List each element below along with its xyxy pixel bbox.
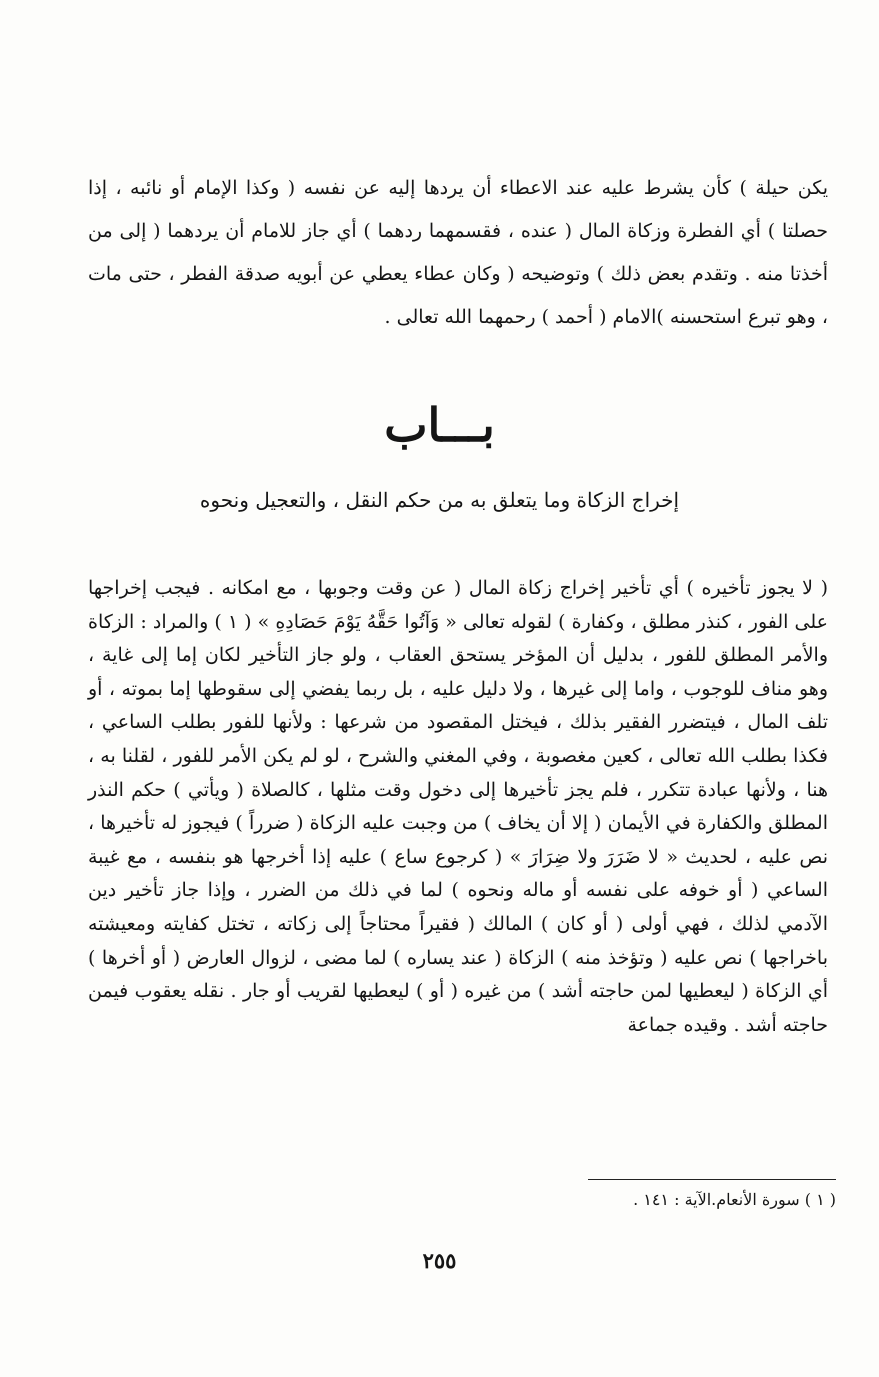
chapter-title: بـــاب <box>384 398 495 452</box>
footnote: ( ١ ) سورة الأنعام.الآية : ١٤١ . <box>633 1190 836 1209</box>
chapter-subtitle: إخراج الزكاة وما يتعلق به من حكم النقل ، والتعجيل ونحوه <box>199 488 680 512</box>
main-paragraph: ( لا يجوز تأخيره ) أي تأخير إخراج زكاة المال ( عن وقت وجوبها ، مع امكانه . فيجب إخراجها على الفور ، كنذر مطلق ، وكفارة ) لقوله تعالى « وَآتُوا حَقَّهُ يَوْمَ حَصَادِهِ » ( ١ ) والمراد : الزكاة والأمر المطلق للفور ، بدليل أن المؤخر يستحق العقاب ، ولو جاز التأخير لكان إما إلى غاية ، وهو مناف للوجوب ، واما إلى غيرها ، ولا دليل عليه ، بل ربما يفضي إلى سقوطها إما بموته ، أو تلف المال ، فيتضرر الفقير بذلك ، فيختل المقصود من شرعها : ولأنها للفور بطلب الساعي ، فكذا بطلب الله تعالى ، كعين مغصوبة ، وفي المغني والشرح ، لو لم يكن الأمر للفور ، لقلنا به ، هنا ، ولأنها عبادة تتكرر ، فلم يجز تأخيرها إلى دخول وقت مثلها ، كالصلاة ( ويأتي ) حكم النذر المطلق والكفارة في الأيمان ( إلا أن يخاف ) من وجبت عليه الزكاة ( ضرراً ) فيجوز له تأخيرها ، نص عليه ، لحديث « لا ضَرَرَ ولا ضِرَارَ » ( كرجوع ساع ) عليه إذا أخرجها هو بنفسه ، مع غيبة الساعي ( أو خوفه على نفسه أو ماله ونحوه ) لما في ذلك من الضرر ، وإذا جاز تأخير دين الآدمي لذلك ، فهي أولى ( أو كان ) المالك ( فقيراً محتاجاً إلى زكاته ، تختل كفايته ومعيشته باخراجها ) نص عليه ( وتؤخذ منه ) الزكاة ( عند يساره ) لما مضى ، لزوال العارض ( أو أخرها ) أي الزكاة ( ليعطيها لمن حاجته أشد ) من غيره ( أو ) ليعطيها لقريب أو جار . نقله يعقوب فيمن حاجته أشد . وقيده جماعة <box>88 577 828 1036</box>
page-number: ٢٥٥ <box>422 1248 457 1273</box>
top-paragraph: يكن حيلة ) كأن يشرط عليه عند الاعطاء أن يردها إليه عن نفسه ( وكذا الإمام أو نائبه ، إذا حصلتا ) أي الفطرة وزكاة المال ( عنده ، فقسمهما ردهما ) أي جاز للامام أن يردهما ( إلى من أخذتا منه . وتقدم بعض ذلك ) وتوضيحه ( وكان عطاء يعطي عن أبويه صدقة الفطر ، حتى مات ، وهو تبرع استحسنه )الامام ( أحمد ) رحمهما الله تعالى . <box>88 177 828 328</box>
footnote-divider <box>588 1179 836 1180</box>
